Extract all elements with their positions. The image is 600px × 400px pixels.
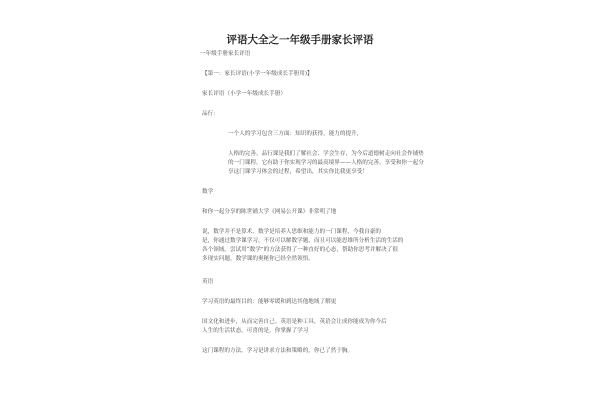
paragraph-math-intro: 和你一起分享的陈世铺大学《网易公开课》非常明了地 — [202, 209, 337, 215]
document-title: 评语大全之一年级手册家长评语 — [226, 34, 374, 46]
paragraph-english-line: 国文化和进步，从而完善自己。英语是种工具，英语会让成你能成为你今后 — [202, 319, 387, 325]
label-math: 数学 — [202, 189, 214, 195]
paragraph-math-line: 说，数学并不是算术，数学是培养人思维和能力的一门课程，今我自豪的 — [202, 229, 382, 235]
paragraph-virtue-line: 人格的完善。品行课是我们了解社会、学会生存，为今后道德树走向社会作铺垫 — [228, 151, 424, 157]
paragraph-final: 这门课程的方法，学习是讲求方法和策略的，你已了然于胸。 — [202, 348, 354, 354]
section-subheading: 家长评语（小学一年级成长手册） — [202, 91, 286, 97]
paragraph-virtue-line: 的一门课程。它有助于你实现学习的最高境界——人格的完善。享受和你一起分 — [228, 160, 424, 166]
label-pinxing: 品行： — [202, 111, 219, 117]
paragraph-math-line: 多现实问题，数学课的奥秘你已经全然领悟。 — [202, 256, 314, 262]
label-english: 英语 — [202, 279, 214, 285]
paragraph-virtue-line: 享这门课学习体会的过程，希望出，其实你比我更享受！ — [228, 169, 368, 175]
section-heading: 【第一：家长评语(小学一年级成长手册用)】 — [202, 71, 313, 77]
document-subtitle: 一年级手册家长评语 — [200, 51, 251, 57]
paragraph-english-intro: 学习英语的最终目的：能够零缓和到达其他地域了解更 — [202, 299, 337, 305]
paragraph-pinxing: 一个人的学习包含三方面：知识的获得，能力的提升， — [228, 131, 363, 137]
paragraph-english-line: 人生的生活状态，可喜的是，你掌握了学习 — [202, 328, 309, 334]
paragraph-math-line: 各个领域。尝试用“数学”的方法获得了一种直好的心态，帮助你思考并解决了很 — [202, 247, 398, 253]
paragraph-math-line: 是，你通过数学课学习，不仅可以解数学题，而且可以能思维所分析生活的生活的 — [202, 238, 404, 244]
